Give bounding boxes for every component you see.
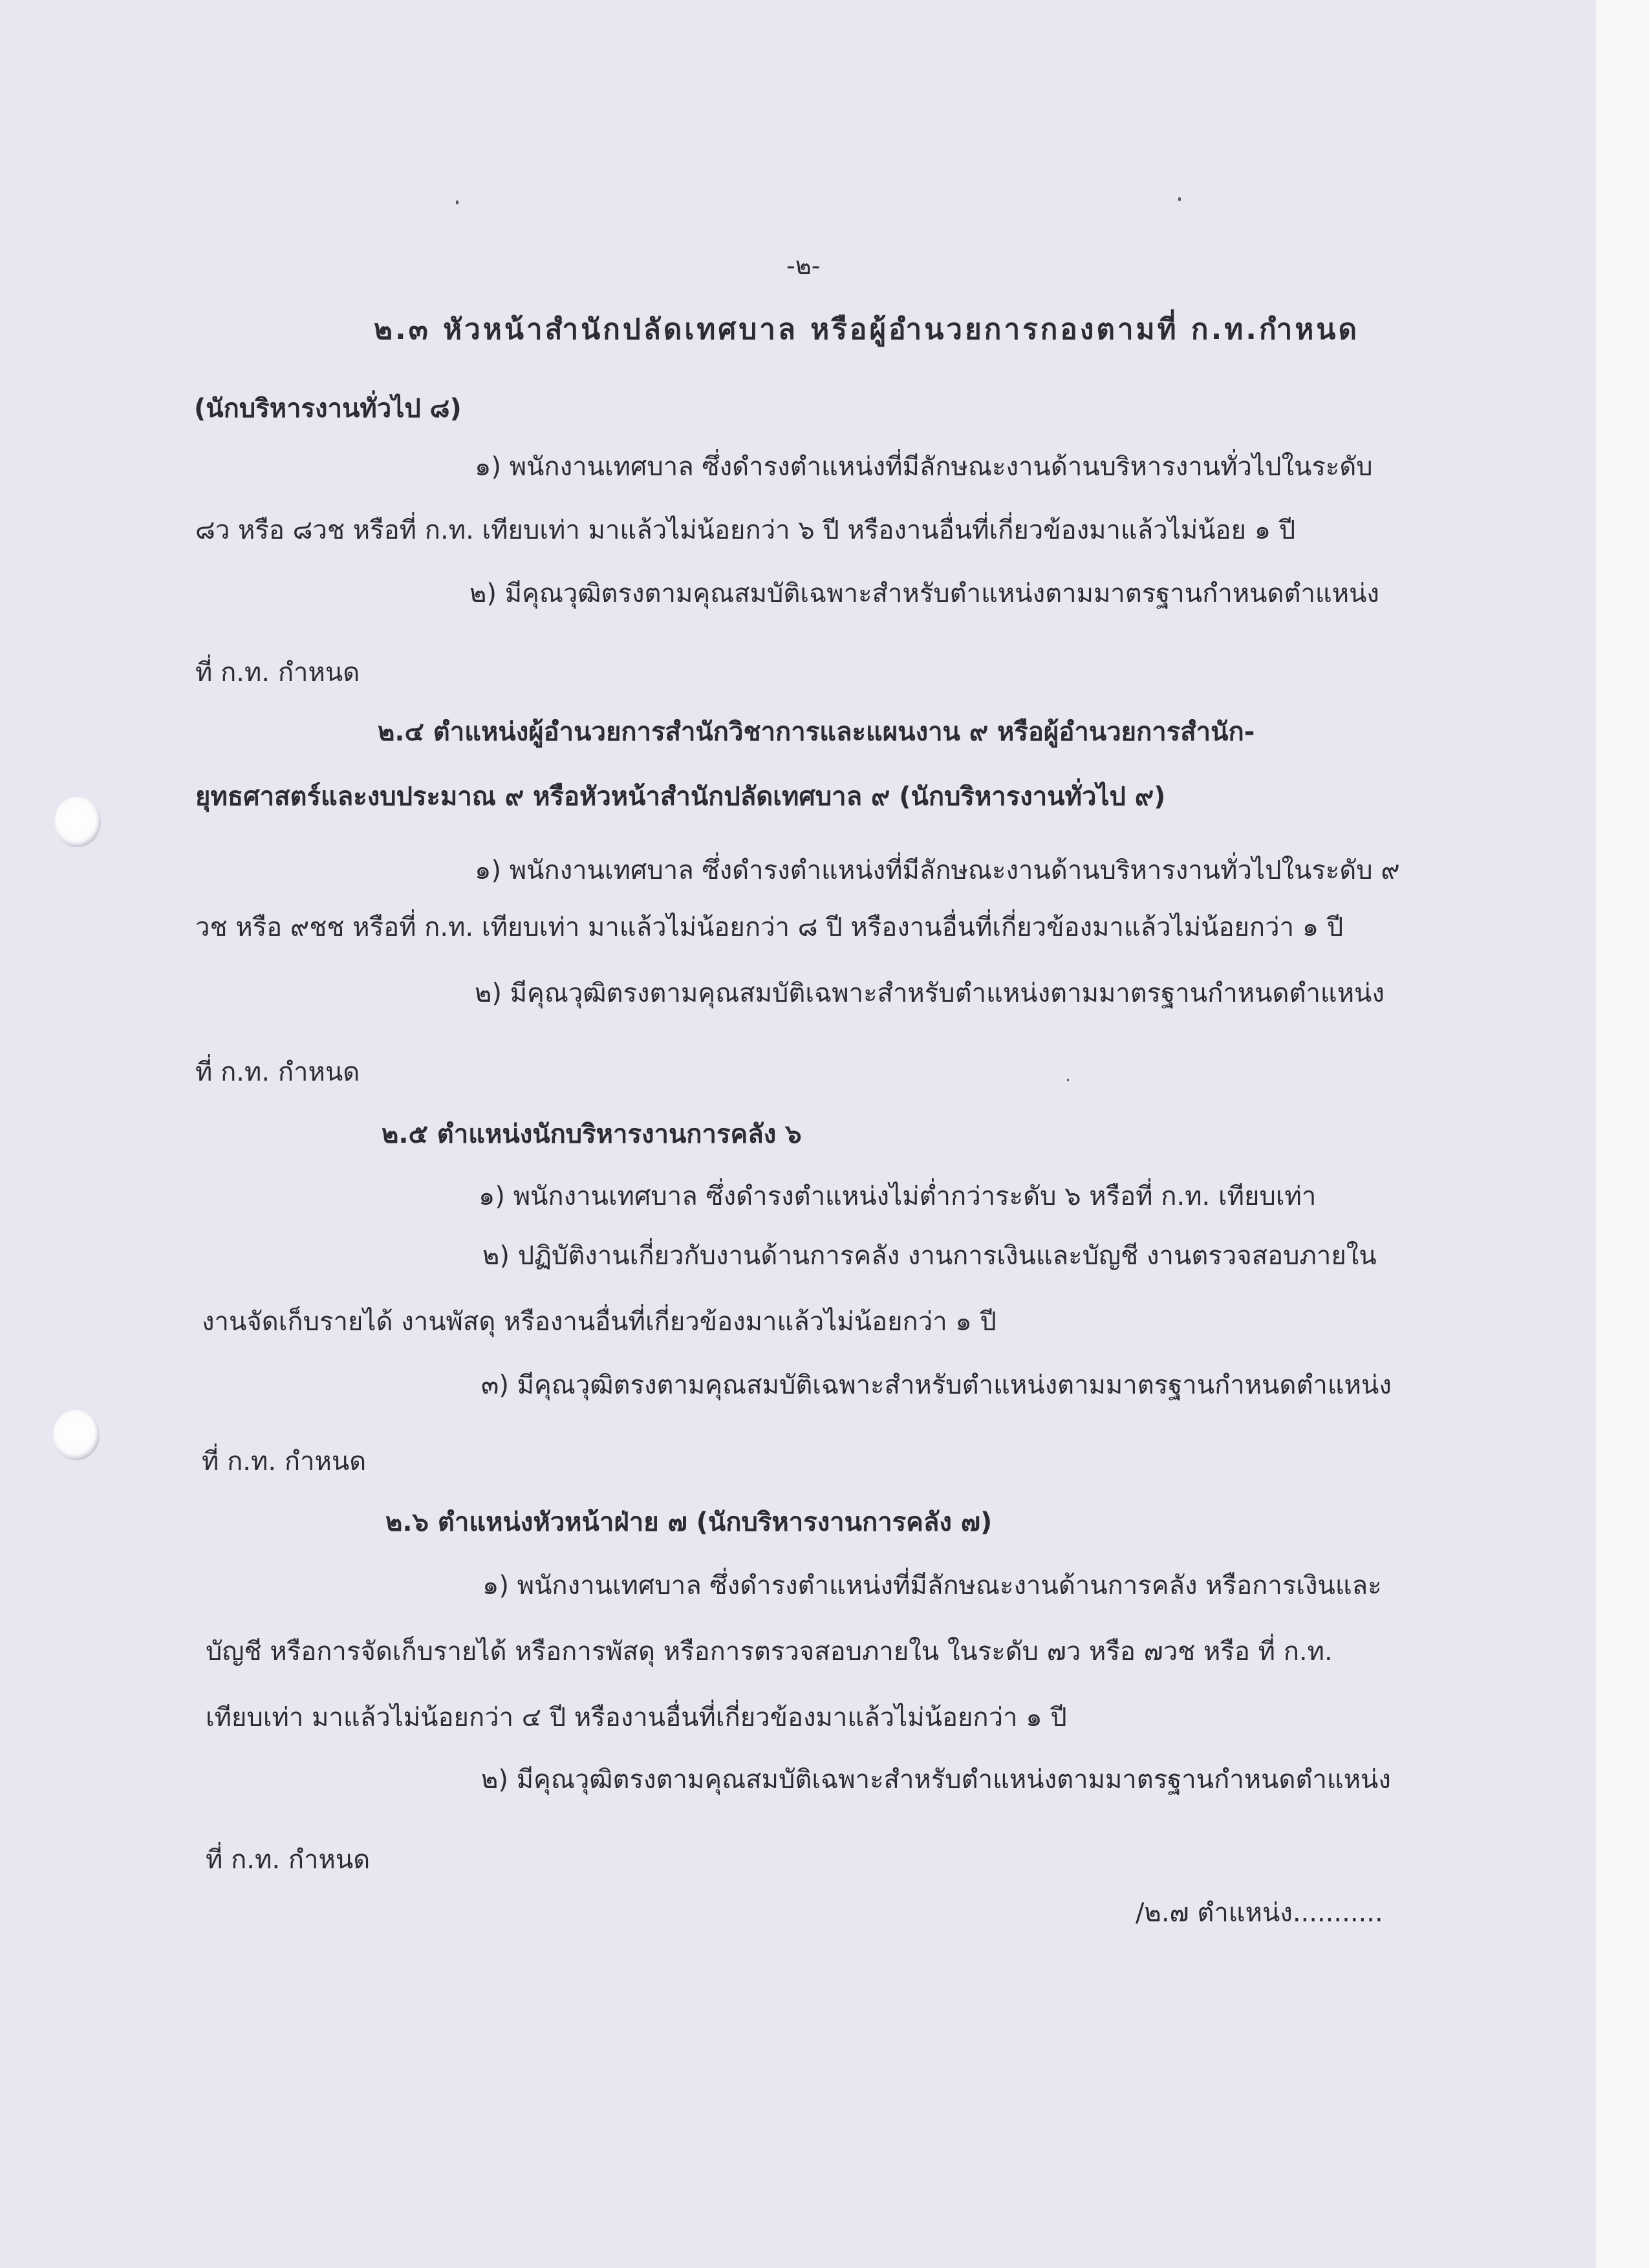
paragraph-line: ๒) ปฏิบัติงานเกี่ยวกับงานด้านการคลัง งานการเงินและบัญชี งานตรวจสอบภายใน <box>482 1241 1377 1271</box>
paragraph-line: เทียบเท่า มาแล้วไม่น้อยกว่า ๔ ปี หรืองานอื่นที่เกี่ยวข้องมาแล้วไม่น้อยกว่า ๑ ปี <box>206 1703 1067 1733</box>
paragraph-line: งานจัดเก็บรายได้ งานพัสดุ หรืองานอื่นที่เกี่ยวข้องมาแล้วไม่น้อยกว่า ๑ ปี <box>202 1307 997 1337</box>
page-number: -๒- <box>786 252 821 280</box>
paragraph-line: ๑) พนักงานเทศบาล ซึ่งดำรงตำแหน่งที่มีลักษณะงานด้านบริหารงานทั่วไปในระดับ ๙ <box>475 856 1400 885</box>
paragraph-line: ๒) มีคุณวุฒิตรงตามคุณสมบัติเฉพาะสำหรับตำแหน่งตามมาตรฐานกำหนดตำแหน่ง <box>475 978 1385 1008</box>
paragraph-line: บัญชี หรือการจัดเก็บรายได้ หรือการพัสดุ หรือการตรวจสอบภายใน ในระดับ ๗ว หรือ ๗วช หรือ ที่ ก.ท. <box>206 1637 1333 1667</box>
paragraph-line: วช หรือ ๙ชช หรือที่ ก.ท. เทียบเท่า มาแล้วไม่น้อยกว่า ๘ ปี หรืองานอื่นที่เกี่ยวข้องมาแล้วไม่น้อยกว่า ๑ ปี <box>195 913 1344 942</box>
paragraph-line: ๘ว หรือ ๘วช หรือที่ ก.ท. เทียบเท่า มาแล้วไม่น้อยกว่า ๖ ปี หรืองานอื่นที่เกี่ยวข้องมาแล้วไม่น้อย ๑ ปี <box>195 515 1296 545</box>
scan-speck <box>1067 1079 1069 1081</box>
paragraph-line: ที่ ก.ท. กำหนด <box>202 1447 367 1476</box>
paper-right-edge <box>1596 0 1649 2268</box>
section-heading-2-5: ๒.๕ ตำแหน่งนักบริหารงานการคลัง ๖ <box>382 1119 802 1149</box>
paragraph-line: ที่ ก.ท. กำหนด <box>206 1845 371 1875</box>
paragraph-line: ๑) พนักงานเทศบาล ซึ่งดำรงตำแหน่งที่มีลักษณะงานด้านบริหารงานทั่วไปในระดับ <box>475 452 1373 482</box>
section-heading-2-6: ๒.๖ ตำแหน่งหัวหน้าฝ่าย ๗ (นักบริหารงานการคลัง ๗) <box>385 1507 993 1537</box>
paragraph-line: ๑) พนักงานเทศบาล ซึ่งดำรงตำแหน่งที่มีลักษณะงานด้านการคลัง หรือการเงินและ <box>482 1571 1382 1601</box>
paragraph-line: ๓) มีคุณวุฒิตรงตามคุณสมบัติเฉพาะสำหรับตำแหน่งตามมาตรฐานกำหนดตำแหน่ง <box>481 1370 1392 1400</box>
paragraph-line: ที่ ก.ท. กำหนด <box>195 1057 360 1087</box>
paragraph-line: ๒) มีคุณวุฒิตรงตามคุณสมบัติเฉพาะสำหรับตำแหน่งตามมาตรฐานกำหนดตำแหน่ง <box>469 579 1379 609</box>
section-heading-2-3-cont: (นักบริหารงานทั่วไป ๘) <box>194 394 462 424</box>
scan-speck <box>456 200 458 204</box>
paragraph-line: ที่ ก.ท. กำหนด <box>195 658 360 687</box>
continuation-marker: /๒.๗ ตำแหน่ง........... <box>1136 1898 1383 1928</box>
scan-speck <box>1178 197 1181 201</box>
paragraph-line: ๒) มีคุณวุฒิตรงตามคุณสมบัติเฉพาะสำหรับตำแหน่งตามมาตรฐานกำหนดตำแหน่ง <box>481 1765 1391 1795</box>
paragraph-line: ๑) พนักงานเทศบาล ซึ่งดำรงตำแหน่งไม่ต่ำกว่าระดับ ๖ หรือที่ ก.ท. เทียบเท่า <box>479 1182 1317 1211</box>
section-heading-2-4-cont: ยุทธศาสตร์และงบประมาณ ๙ หรือหัวหน้าสำนักปลัดเทศบาล ๙ (นักบริหารงานทั่วไป ๙) <box>195 782 1166 812</box>
punch-hole-bottom <box>53 1410 100 1460</box>
section-heading-2-3: ๒.๓ หัวหน้าสำนักปลัดเทศบาล หรือผู้อำนวยการกองตามที่ ก.ท.กำหนด <box>374 313 1360 346</box>
punch-hole-top <box>54 797 101 847</box>
section-heading-2-4: ๒.๔ ตำแหน่งผู้อำนวยการสำนักวิชาการและแผนงาน ๙ หรือผู้อำนวยการสำนัก- <box>378 717 1255 747</box>
